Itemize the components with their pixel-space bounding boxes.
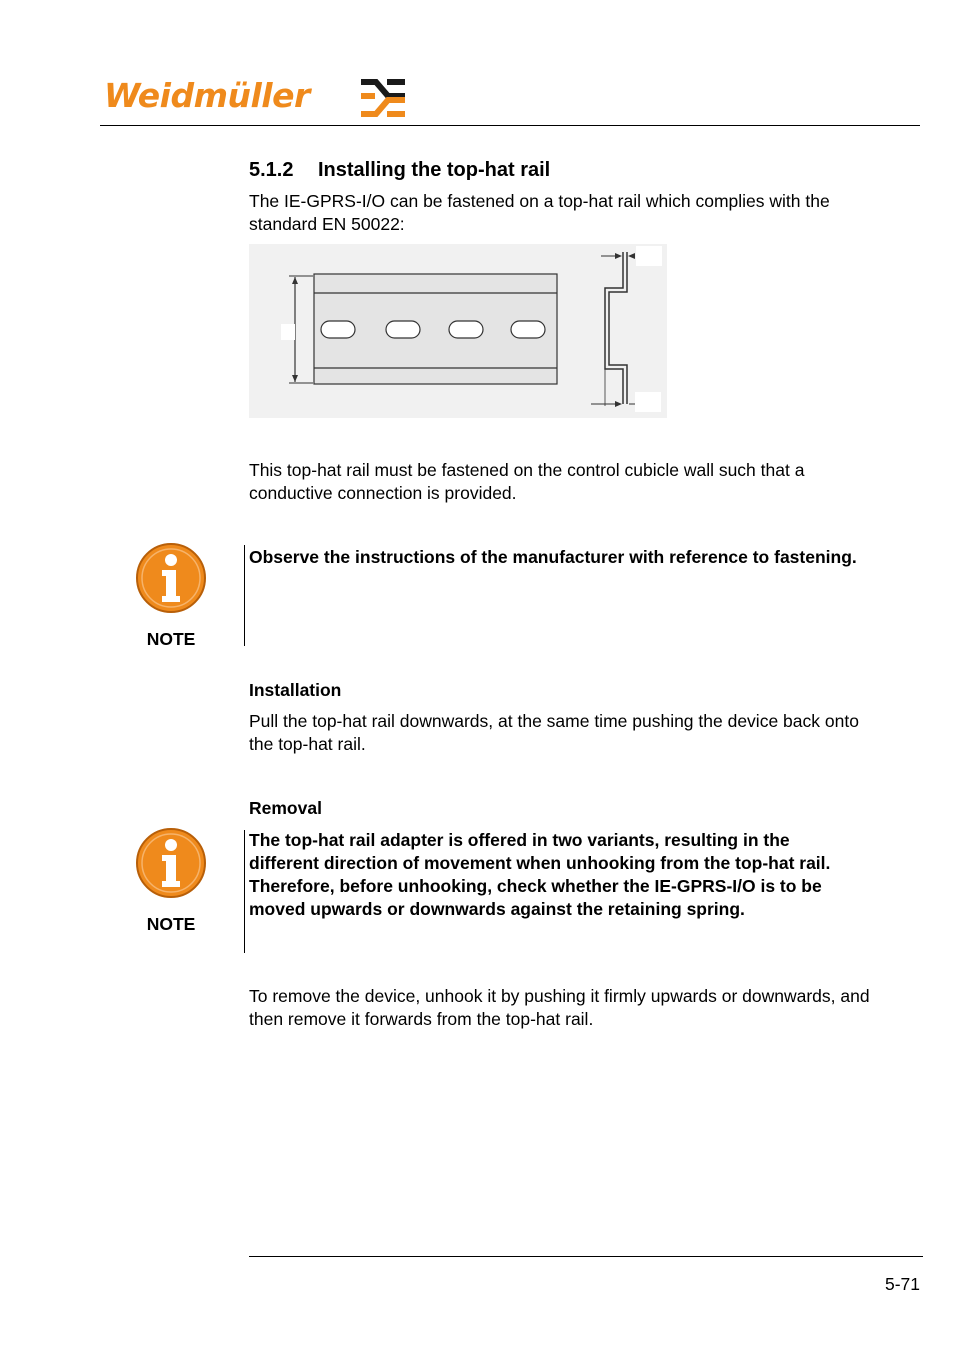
note-label: NOTE <box>146 629 196 649</box>
brand-wordmark: Weidmüller <box>104 76 310 115</box>
info-icon <box>135 542 207 614</box>
note-text: Observe the instructions of the manufacturer with reference to fastening. <box>249 547 857 567</box>
intro-paragraph: The IE-GPRS-I/O can be fastened on a top-hat rail which complies with the standard EN 50022: <box>249 191 830 234</box>
top-hat-rail-drawing <box>249 244 667 418</box>
note-text: The top-hat rail adapter is offered in two variants, resulting in the different direction of movement when unhooking from the top-hat rail. Therefore, before unhooking, check whether the IE-GPRS-I/O is to be moved upwards or downwards against the retaining spring. <box>249 830 831 919</box>
top-hat-rail-figure <box>249 244 667 418</box>
installation-heading: Installation <box>249 680 342 700</box>
installation-paragraph: Pull the top-hat rail downwards, at the same time pushing the device back onto the top-hat rail. <box>249 711 859 754</box>
note-block-1 <box>135 542 207 650</box>
brand-logo <box>104 72 414 122</box>
section-title: Installing the top-hat rail <box>318 159 551 181</box>
removal-heading: Removal <box>249 798 322 818</box>
page-number: 5-71 <box>884 1274 920 1294</box>
brand-mark-icon <box>360 76 406 120</box>
note-divider <box>244 830 245 953</box>
section-heading <box>249 159 550 182</box>
removal-paragraph: To remove the device, unhook it by pushing it firmly upwards or downwards, and then remove it forwards from the top-hat rail. <box>249 986 870 1029</box>
footer-divider <box>249 1256 923 1257</box>
mounting-paragraph: This top-hat rail must be fastened on the control cubicle wall such that a conductive connection is provided. <box>249 460 805 503</box>
header-divider <box>100 125 920 126</box>
info-icon <box>135 827 207 899</box>
note-label: NOTE <box>146 914 196 934</box>
note-block-2 <box>135 827 207 935</box>
section-number: 5.1.2 <box>249 159 294 181</box>
note-divider <box>244 545 245 646</box>
